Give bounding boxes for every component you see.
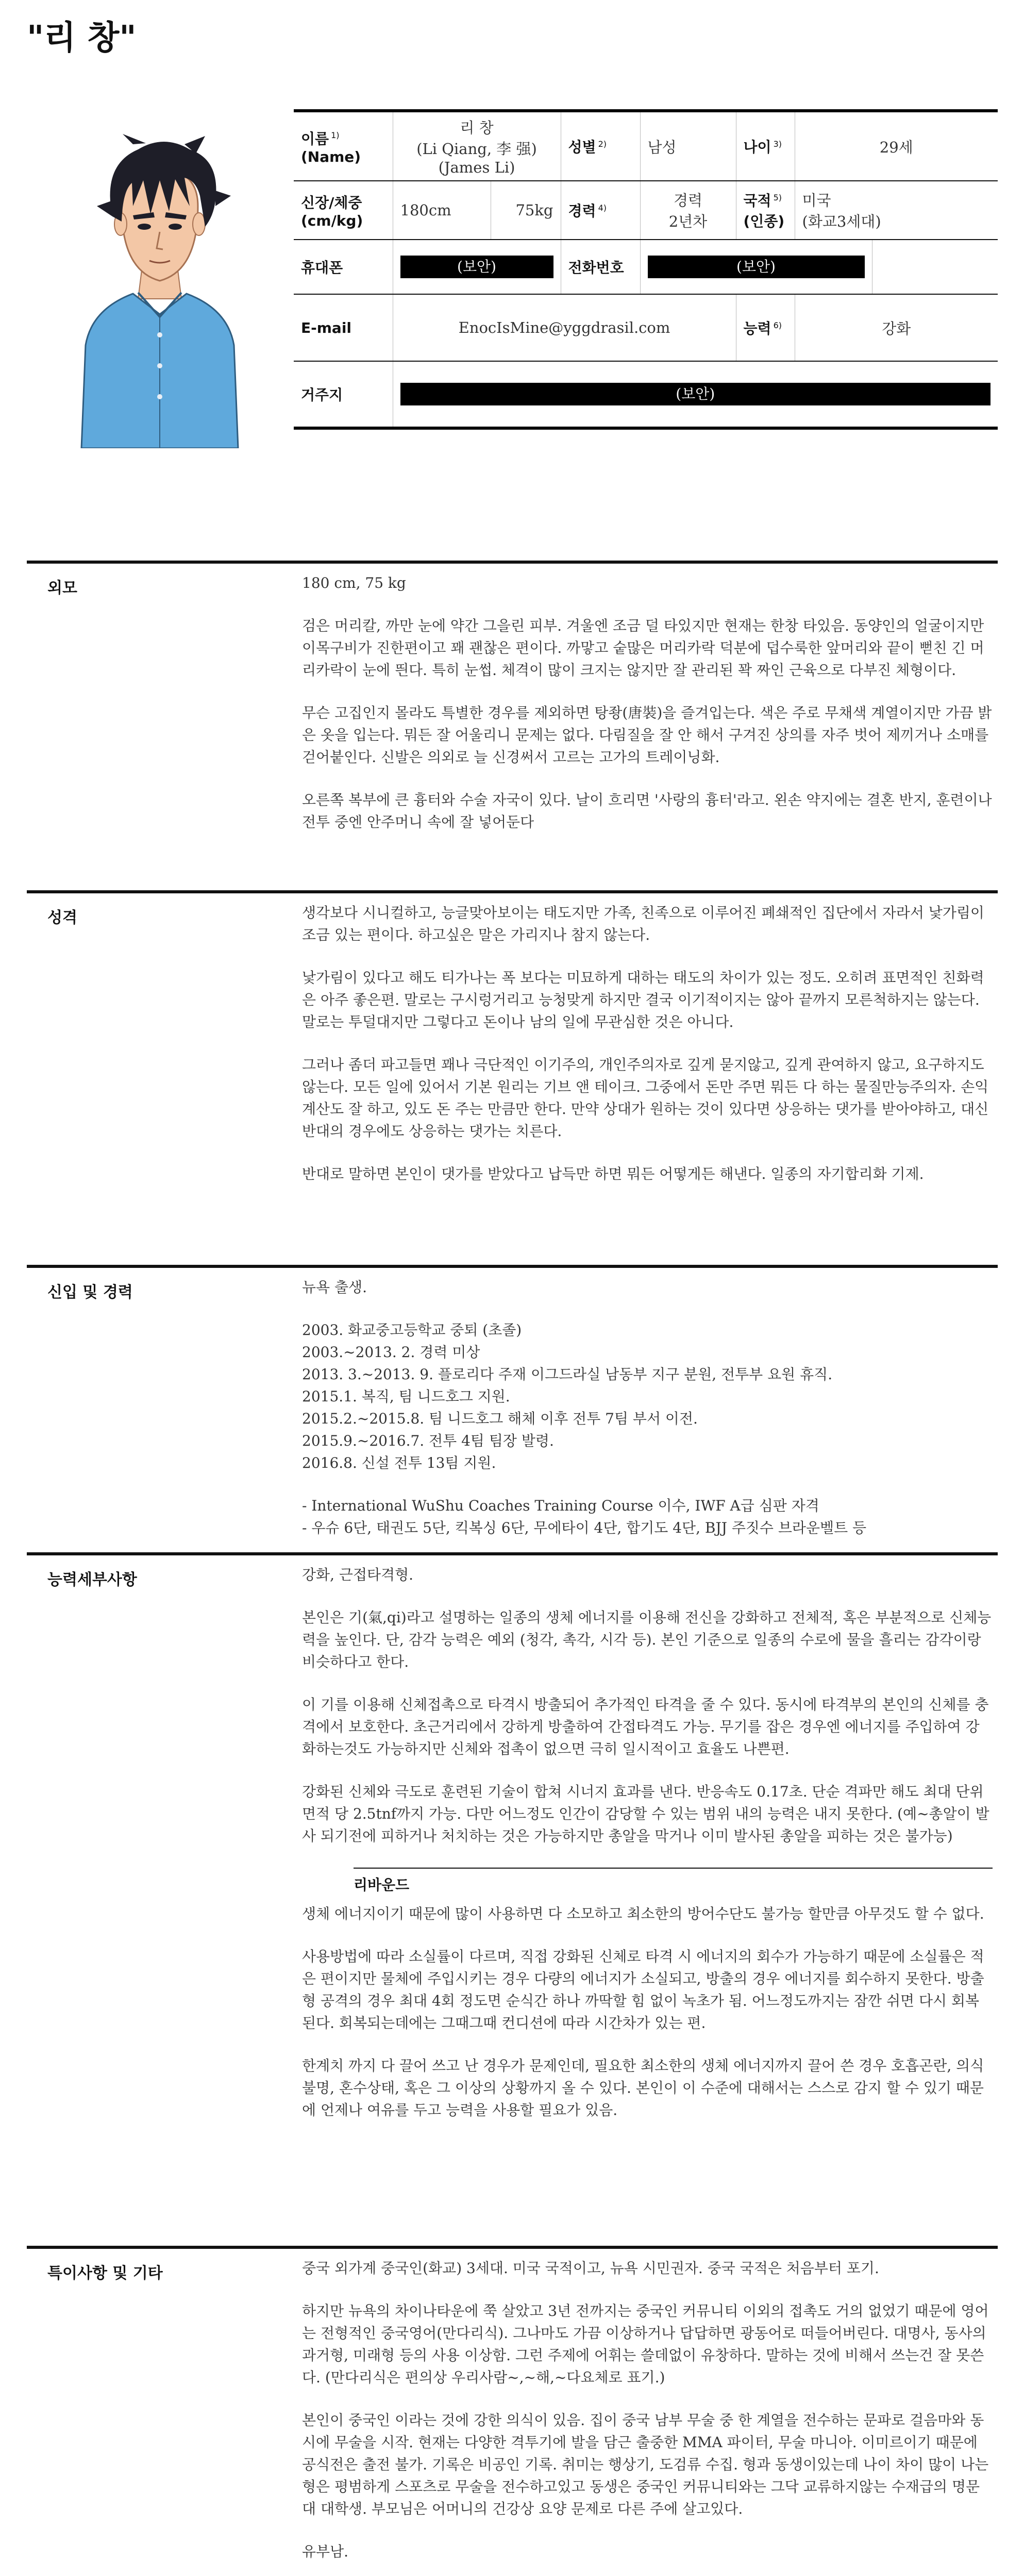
ability-paragraph: 강화, 근접타격형. [302,1566,414,1583]
other-paragraph: 유부남. [302,2543,349,2560]
address-label: 거주지 [294,361,393,428]
phone-value [393,240,561,294]
appearance-paragraph: 무슨 고집인지 몰라도 특별한 경우를 제외하면 탕좡(唐裝)을 즐겨입는다. 색은 주로 무채색 계열이지만 가끔 밝은 옷을 입는다. 뭐든 잘 어울리니 문제는 없다. 다림질을 잘 안 해서 구겨진 상의를 자주 벗어 제끼거나 소매를 걷어붙인다. 신발은 의외로 늘 신경써서 고르는 고가의 트레이닝화. [302,704,992,766]
other-paragraph: 본인이 중국인 이라는 것에 강한 의식이 있음. 집이 중국 남부 무술 중 한 계열을 전수하는 문파로 걸음마와 동시에 무술을 시작. 현재는 다양한 격투기에 발을 담근 출중한 MMA 파이터, 무술 마니아. 이미르이기 때문에 공식전은 출전 불가. 기록은 비공인 기록. 취미는 행상기, 도검류 수집. 형과 동생이있는데 나이 차이 많이 나는 형은 평범하게 스포츠로 무술을 전수하고있고 동생은 중국인 커뮤니티와는 그닥 교류하지않는 수재급의 명문대 대학생. 부모님은 어머니의 건강상 요양 문제로 다른 주에 살고있다. [302,2412,989,2517]
personality-paragraph: 반대로 말하면 본인이 댓가를 받았다고 납득만 하면 뭐든 어떻게든 해낸다. 일종의 자기합리화 기제. [302,1165,924,1182]
redacted-tel: (보안) [648,256,865,278]
other-paragraph: 하지만 뉴욕의 차이나타운에 쭉 살았고 3년 전까지는 중국인 커뮤니티 이외의 접촉도 거의 없었기 때문에 영어는 전형적인 중국영어(만다리식). 그나마도 가끔 이상하거나 답답하면 광동어로 떠들어버린다. 대명사, 동사의 과거형, 미래형 등의 사용 이상함. 그런 주제에 어휘는 쓸데없이 유창하다. 말하는 것에 비해서 쓰는건 잘 못쓴다. (만다리식은 편의상 우리사람~,~해,~다요체로 표기.) [302,2302,989,2386]
email-value: EnocIsMine@yggdrasil.com [393,294,736,361]
ability-paragraph: 강화된 신체와 극도로 훈련된 기술이 합쳐 시너지 효과를 낸다. 반응속도 0.17초. 단순 격파만 해도 최대 단위면적 당 2.5tnf까지 가능. 다만 어느정도 인간이 감당할 수 있는 범위 내의 능력은 내지 못한다. (예~총알이 발사 되기전에 피하거나 처치하는 것은 가능하지만 총알을 막거나 이미 발사된 총알을 피하는 것은 불가능) [302,1783,989,1844]
appearance-paragraph: 검은 머리칼, 까만 눈에 약간 그을린 피부. 겨울엔 조금 덜 타있지만 현재는 한창 타있음. 동양인의 얼굴이지만 이목구비가 진한편이고 꽤 괜찮은 편이다. 까맣고 숱많은 머리카락 덕분에 덥수룩한 앞머리와 끝이 뻗친 긴 머리카락이 눈에 띈다. 특히 눈썹. 체격이 많이 크지는 않지만 잘 관리된 꽉 짜인 근육으로 다부진 체형이다. [302,617,984,679]
tel-value [640,240,872,294]
appearance-section [27,561,998,890]
other-section [27,2246,998,2576]
name-value: 리 창 (Li Qiang, 李 强) (James Li) [393,111,561,181]
career-paragraph: - International WuShu Coaches Training Course 이수, IWF A급 심판 자격 - 우슈 6단, 태권도 5단, 킥복싱 6단, 무에타이 4단, 합기도 4단, BJJ 주짓수 브라운벨트 등 [302,1497,867,1536]
phone-label: 휴대폰 [294,240,393,294]
name-label: 이름 $^{1)}$ (Name) [294,111,393,181]
gender-label: 성별 $^{2)}$ [561,111,640,181]
age-value: 29세 [795,111,998,181]
rebound-paragraph: 사용방법에 따라 소실률이 다르며, 직접 강화된 신체로 타격 시 에너지의 회수가 가능하기 때문에 소실률은 적은 편이지만 물체에 주입시키는 경우 다량의 에너지가 소실되고, 방출의 경우 에너지를 회수하지 못한다. 방출형 공격의 경우 최대 4회 정도면 순식간 하나 까딱할 힘 없이 녹초가 됨. 어느정도까지는 잠깐 쉬면 다시 회복된다. 회복되는데에는 그때그때 컨디션에 따라 시간차가 있는 편. [302,1948,984,2031]
nationality-label: 국적 $^{5)}$ (인종) [736,181,795,240]
ability-paragraph: 이 기를 이용해 신체접촉으로 타격시 방출되어 추가적인 타격을 줄 수 있다. 동시에 타격부의 본인의 신체를 충격에서 보호한다. 초근거리에서 강하게 방출하여 간접타격도 가능. 무기를 잡은 경우엔 에너지를 주입하여 강화하는것도 가능하지만 신체와 접촉이 없으면 극히 일시적이고 효율도 나쁜편. [302,1696,989,1757]
email-label: E-mail [294,294,393,361]
ability-paragraph: 본인은 기(氣,qi)라고 설명하는 일종의 생체 에너지를 이용해 전신을 강화하고 전체적, 혹은 부분적으로 신체능력을 높인다. 단, 감각 능력은 예외 (청각, 촉각, 시각 등). 본인 기준으로 일종의 수로에 물을 흘리는 감각이랑 비슷하다고 한다. [302,1609,992,1670]
career-section-label: 신입 및 경력 [47,1283,133,1301]
career-paragraph: 뉴욕 출생. [302,1279,367,1296]
career-label: 경력 $^{4)}$ [561,181,640,240]
rebound-heading: 리바운드 [354,1868,993,1894]
height-weight-label: 신장/체중 (cm/kg) [294,181,393,240]
career-value: 경력 2년차 [640,181,736,240]
ability-section [27,1552,998,2246]
ability-label: 능력 $^{6)}$ [736,294,795,361]
personality-paragraph: 낯가림이 있다고 해도 티가나는 폭 보다는 미묘하게 대하는 태도의 차이가 있는 정도. 오히려 표면적인 친화력은 아주 좋은편. 말로는 구시렁거리고 능청맞게 하지만 결국 이기적이지는 않아 끝까지 모른척하지는 않는다. 말로는 투덜대지만 그렇다고 돈이나 남의 일에 무관심한 것은 아니다. [302,969,984,1030]
appearance-paragraph: 180 cm, 75 kg [302,574,406,591]
nationality-value: 미국 (화교3세대) [795,181,998,240]
gender-value: 남성 [640,111,736,181]
personality-section [27,890,998,1265]
character-portrait [61,129,259,448]
tel-extra [872,240,998,294]
age-label: 나이 $^{3)}$ [736,111,795,181]
personality-paragraph: 생각보다 시니컬하고, 능글맞아보이는 태도지만 가족, 친족으로 이루어진 폐쇄적인 집단에서 자라서 낯가림이 조금 있는 편이다. 하고싶은 말은 가리지나 참지 않는다. [302,904,984,943]
career-section [27,1265,998,1552]
rebound-paragraph: 생체 에너지이기 때문에 많이 사용하면 다 소모하고 최소한의 방어수단도 불가능 할만큼 아무것도 할 수 없다. [302,1905,984,1922]
page-title: "리 창" [27,19,137,57]
redacted-address: (보안) [400,383,991,405]
ability-section-label: 능력세부사항 [47,1571,137,1589]
profile-table [294,109,998,430]
redacted-phone: (보안) [400,256,553,278]
personality-label: 성격 [47,909,77,927]
address-value [393,361,998,428]
other-paragraph: 중국 외가계 중국인(화교) 3세대. 미국 국적이고, 뉴욕 시민권자. 중국 국적은 처음부터 포기. [302,2260,879,2277]
ability-value: 강화 [795,294,998,361]
other-section-label: 특이사항 및 기타 [47,2264,163,2282]
career-paragraph: 2003. 화교중고등학교 중퇴 (초졸) 2003.~2013. 2. 경력 미상 2013. 3.~2013. 9. 플로리다 주재 이그드라실 남동부 지구 분원, 전투부 요원 휴직. 2015.1. 복직, 팀 니드호그 지원. 2015.2.~2015.8. 팀 니드호그 해체 이후 전투 7팀 부서 이전. 2015.9.~2016.7. 전투 4팀 팀장 발령. 2016.8. 신설 전투 13팀 지원. [302,1321,833,1471]
height-value: 180cm [393,181,491,240]
tel-label: 전화번호 [561,240,640,294]
appearance-label: 외모 [47,579,77,597]
rebound-paragraph: 한계치 까지 다 끌어 쓰고 난 경우가 문제인데, 필요한 최소한의 생체 에너지까지 끌어 쓴 경우 호흡곤란, 의식불명, 혼수상태, 혹은 그 이상의 상황까지 올 수 있다. 본인이 이 수준에 대해서는 스스로 감지 할 수 있기 때문에 언제나 여유를 두고 능력을 사용할 필요가 있음. [302,2057,984,2119]
weight-value: 75kg [491,181,561,240]
appearance-paragraph: 오른쪽 복부에 큰 흉터와 수술 자국이 있다. 날이 흐리면 '사랑의 흉터'라고. 왼손 약지에는 결혼 반지, 훈련이나 전투 중엔 안주머니 속에 잘 넣어둔다 [302,791,992,831]
personality-paragraph: 그러나 좀더 파고들면 꽤나 극단적인 이기주의, 개인주의자로 깊게 묻지않고, 깊게 관여하지 않고, 요구하지도 않는다. 모든 일에 있어서 기본 원리는 기브 앤 테이크. 그중에서 돈만 주면 뭐든 다 하는 물질만능주의자. 손익 계산도 잘 하고, 있도 돈 주는 만큼만 한다. 만약 상대가 원하는 것이 있다면 상응하는 댓가를 받아야하고, 대신 반대의 경우에도 상응하는 댓가는 치른다. [302,1056,989,1140]
